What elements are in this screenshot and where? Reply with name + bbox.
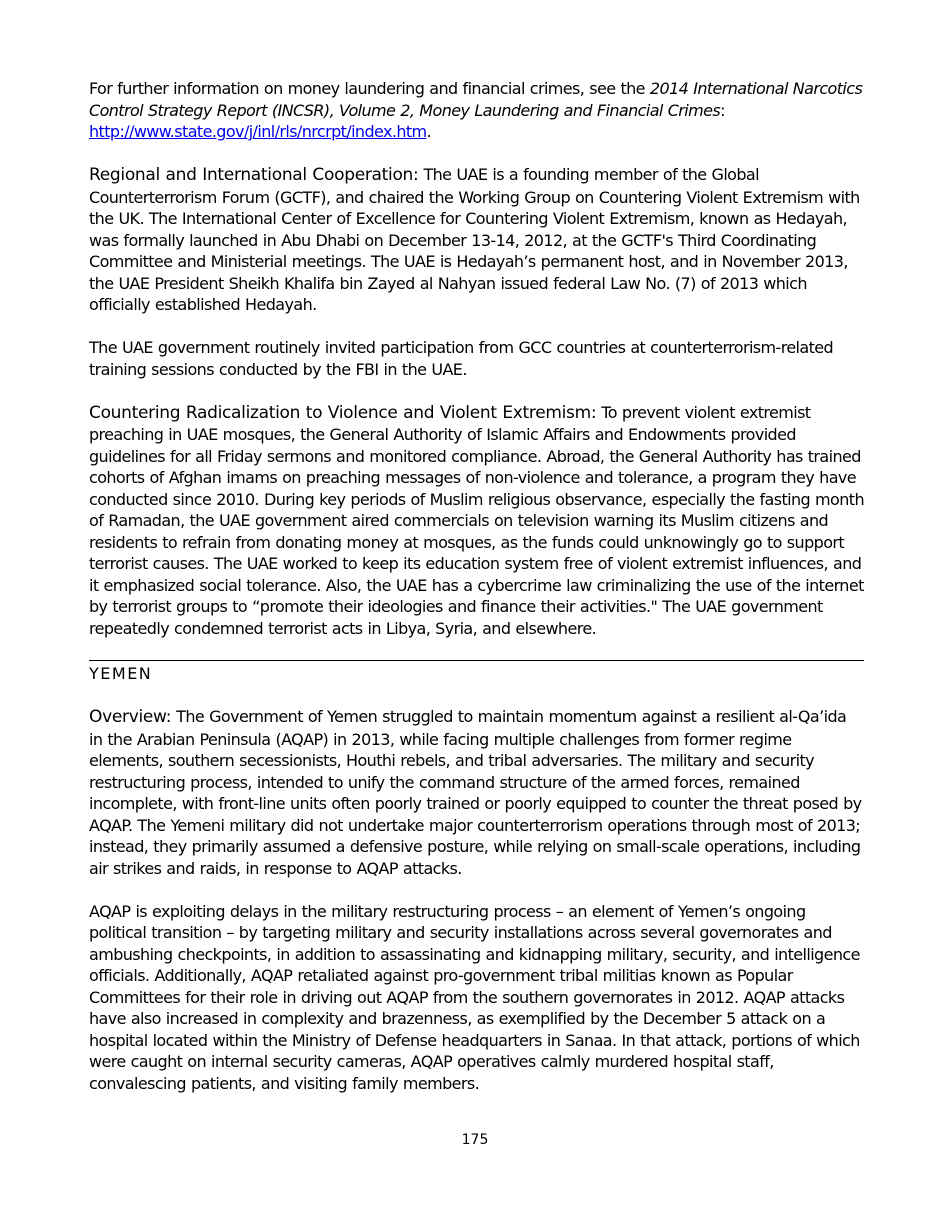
regional-cooperation-paragraph: [89, 164, 864, 316]
countering-radicalization-heading: Countering Radicalization to Violence and Violent Extremism:: [89, 402, 597, 423]
gcc-paragraph: The UAE government routinely invited participation from GCC countries at counterterrorism-related training sessions conducted by the FBI in the UAE.: [89, 338, 834, 379]
intro-text: For further information on money laundering and financial crimes, see the: [89, 79, 650, 98]
report-title: 2014 International Narcotics Control Strategy Report (INCSR), Volume 2, Money Laundering and Financial Crimes: [89, 79, 863, 120]
report-link[interactable]: http://www.state.gov/j/inl/rls/nrcrpt/index.htm: [89, 122, 427, 141]
yemen-aqap-paragraph: AQAP is exploiting delays in the military restructuring process – an element of Yemen’s ongoing political transition – by targeting military and security installations across several governorates and ambushing checkpoints, in addition to assassinating and kidnapping military, security, and intelligence officials. Additionally, AQAP retaliated against pro-government tribal militias known as Popular Committees for their role in driving out AQAP from the southern governorates in 2012. AQAP attacks have also increased in complexity and brazenness, as exemplified by the December 5 attack on a hospital located within the Ministry of Defense headquarters in Sanaa. In that attack, portions of which were caught on internal security cameras, AQAP operatives calmly murdered hospital staff, convalescing patients, and visiting family members.: [89, 901, 860, 1093]
page-number: 175: [461, 1132, 489, 1148]
document-page: [89, 78, 864, 1094]
yemen-overview-paragraph: [89, 706, 864, 879]
yemen-overview-text: The Government of Yemen struggled to maintain momentum against a resilient al-Qa’ida in the Arabian Peninsula (AQAP) in 2013, while facing multiple challenges from former regime elements, southern secessionists, Houthi rebels, and tribal adversaries. The military and security restructuring process, intended to unify the command structure of the armed forces, remained incomplete, with front-line units often poorly trained or poorly equipped to counter the threat posed by AQAP. The Yemeni military did not undertake major counterterrorism operations through most of 2013; instead, they primarily assumed a defensive posture, while relying on small-scale operations, including air strikes and raids, in response to AQAP attacks.: [89, 707, 862, 878]
yemen-section-title: YEMEN: [89, 664, 153, 683]
countering-radicalization-text: To prevent violent extremist preaching in UAE mosques, the General Authority of Islamic Affairs and Endowments provided guidelines for all Friday sermons and monitored compliance. Abroad, the General Authority has trained cohorts of Afghan imams on preaching messages of non-violence and tolerance, a program they have conducted since 2010. During key periods of Muslim religious observance, especially the fasting month of Ramadan, the UAE government aired commercials on television warning its Muslim citizens and residents to refrain from donating money at mosques, as the funds could unknowingly go to support terrorist causes. The UAE worked to keep its education system free of violent extremist influences, and it emphasized social tolerance. Also, the UAE has a cybercrime law criminalizing the use of the internet by terrorist groups to “promote their ideologies and finance their activities." The UAE government repeatedly condemned terrorist acts in Libya, Syria, and elsewhere.: [89, 402, 864, 638]
yemen-overview-heading: Overview:: [89, 707, 172, 727]
intro-paragraph: [89, 78, 864, 143]
intro-colon: :: [720, 100, 725, 120]
countering-radicalization-paragraph: [89, 402, 864, 640]
regional-cooperation-heading: Regional and International Cooperation:: [89, 165, 419, 185]
regional-cooperation-text: The UAE is a founding member of the Global Counterterrorism Forum (GCTF), and chaired the Working Group on Countering Violent Extremism with the UK. The International Center of Excellence for Countering Violent Extremism, known as Hedayah, was formally launched in Abu Dhabi on December 13-14, 2012, at the GCTF's Third Coordinating Committee and Ministerial meetings. The UAE is Hedayah’s permanent host, and in November 2013, the UAE President Sheikh Khalifa bin Zayed al Nahyan issued federal Law No. (7) of 2013 which officially established Hedayah.: [89, 165, 860, 314]
section-divider: [89, 660, 864, 661]
intro-period: .: [426, 122, 432, 141]
